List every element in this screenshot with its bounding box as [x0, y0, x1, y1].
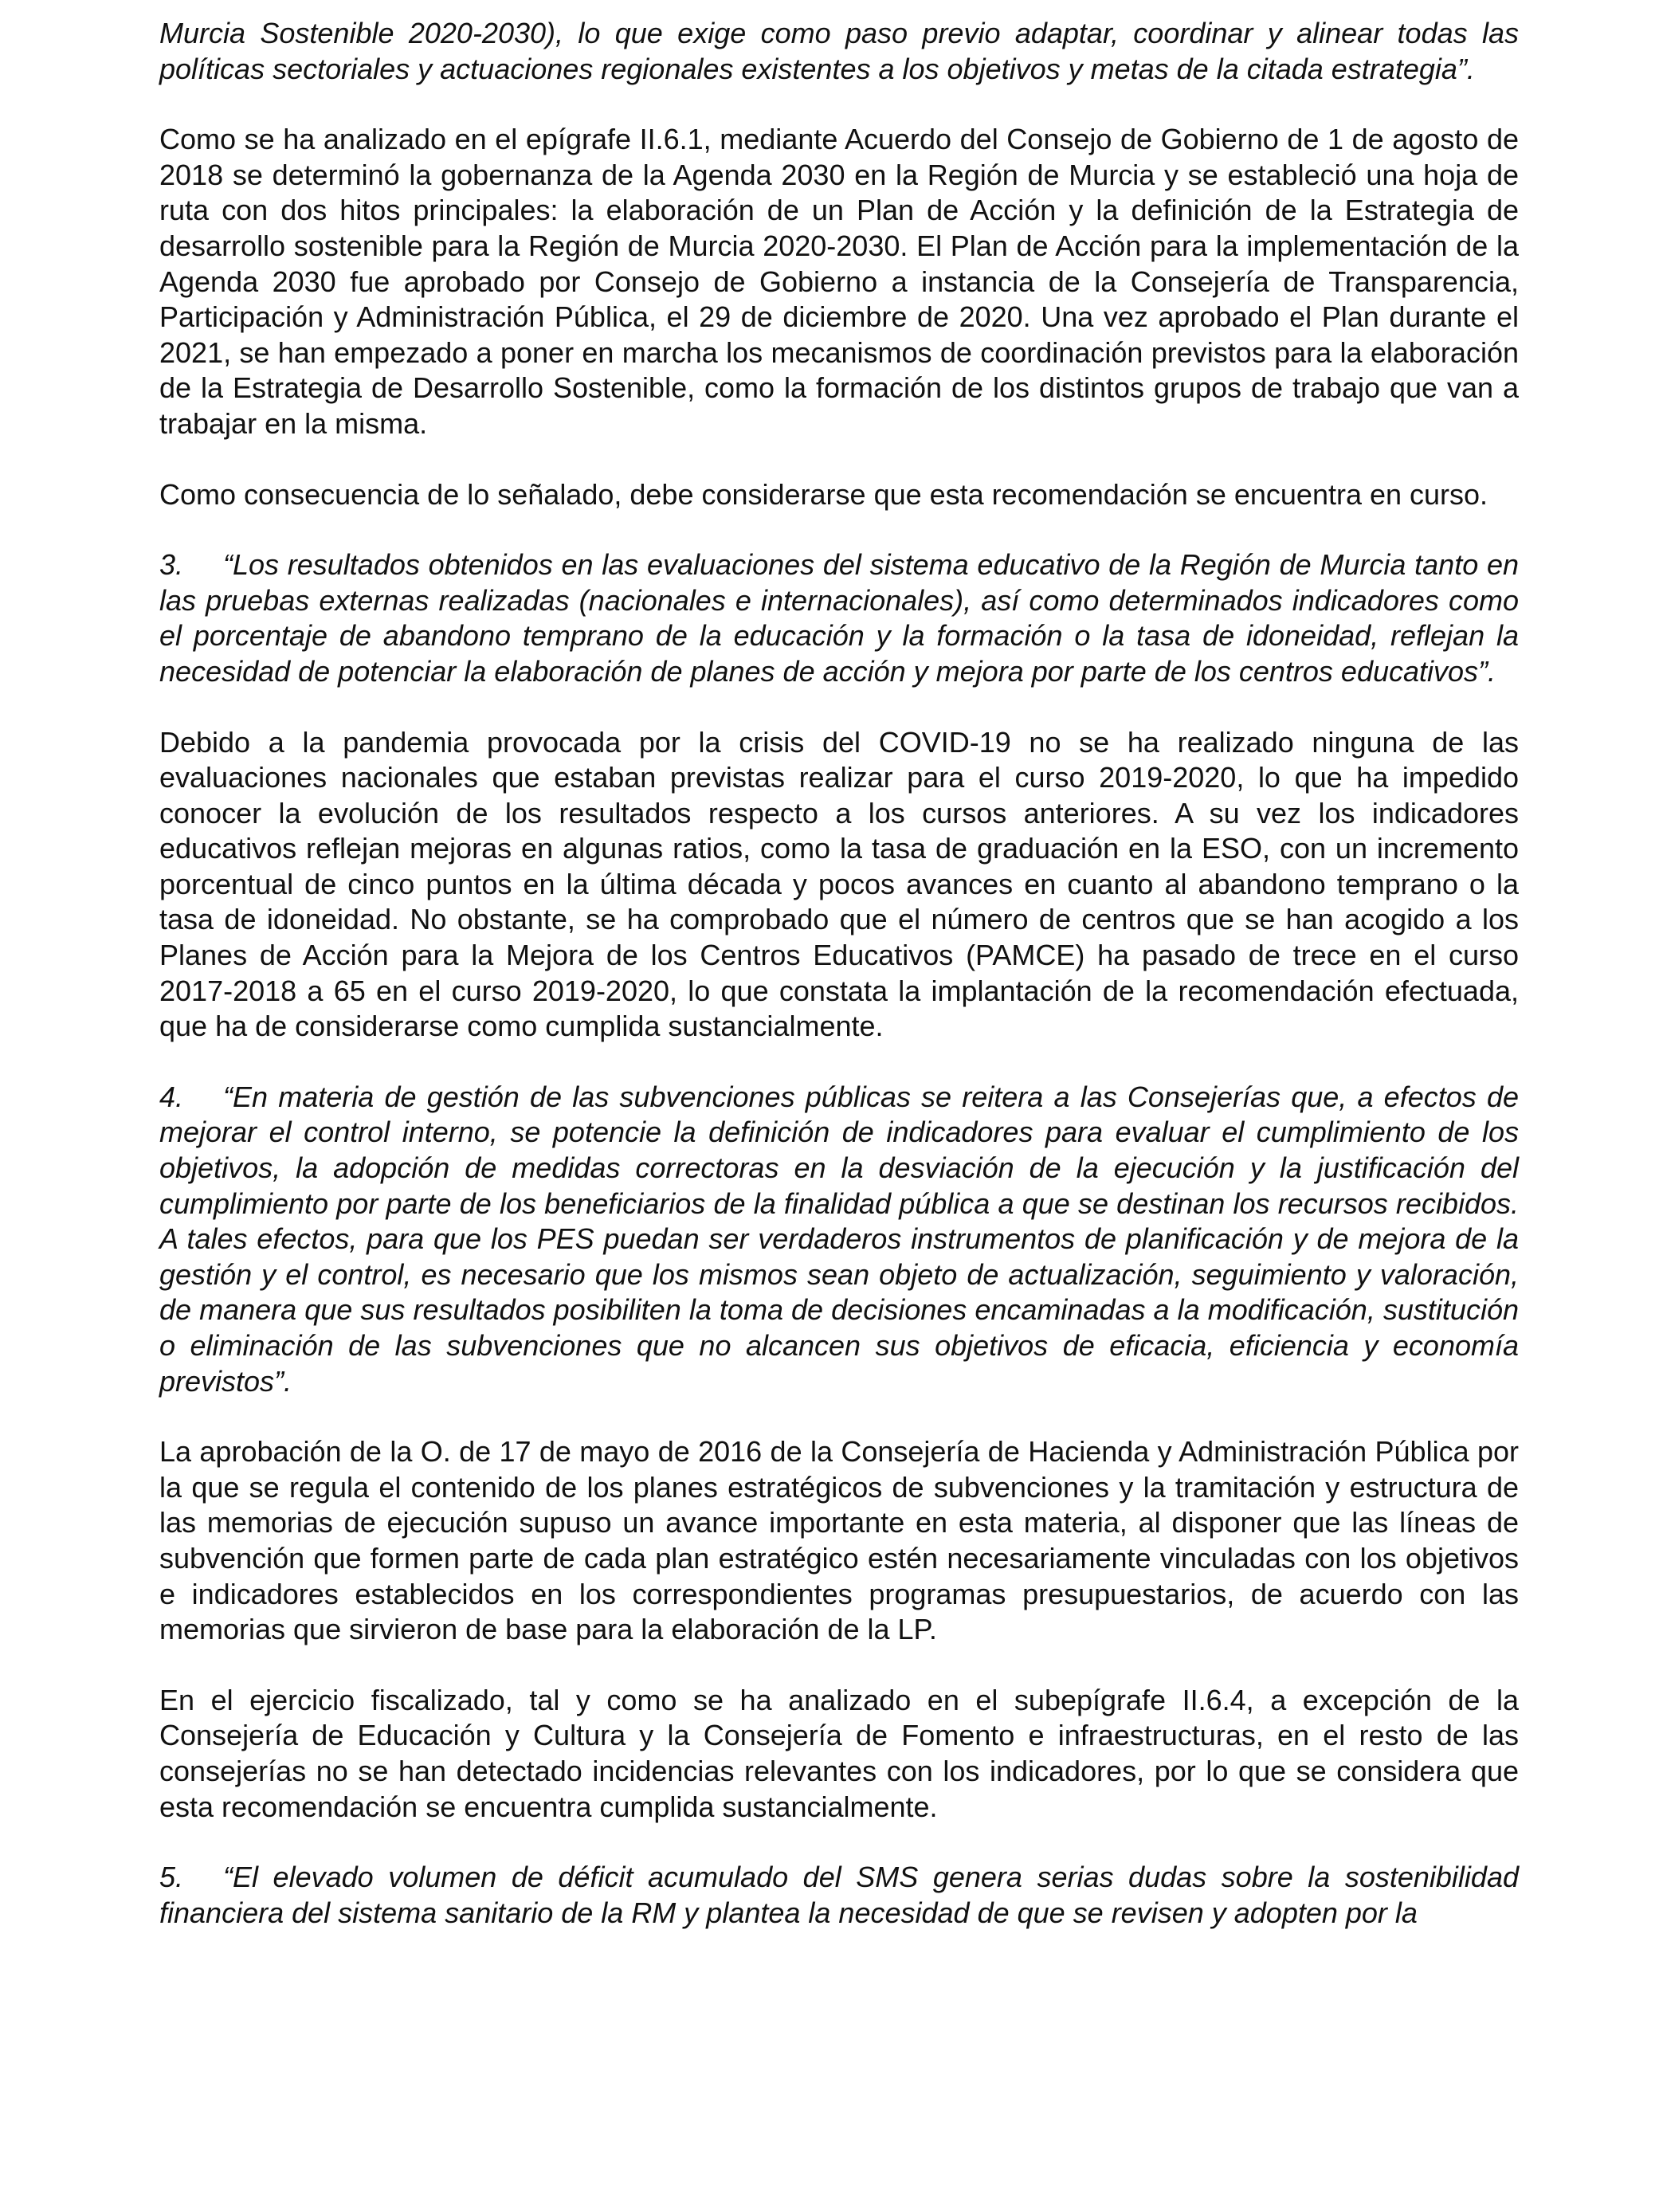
recommendation-number: 3. — [159, 548, 184, 582]
paragraph-ejercicio-fiscalizado: En el ejercicio fiscalizado, tal y como se ha analizado en el subepígrafe II.6.4, a excepción de la Consejería de Educación y Cultura y la Consejería de Fomento e infraestructuras, en el resto de las consejerías no se han detectado incidencias relevantes con los indicadores, por lo que se considera que esta recomendación se encuentra cumplida sustancialmente. — [159, 1683, 1519, 1823]
recommendation-4 — [159, 1080, 1519, 1399]
paragraph-agenda-2030: Como se ha analizado en el epígrafe II.6.1, mediante Acuerdo del Consejo de Gobierno de 1 de agosto de 2018 se determinó la gobernanza de la Agenda 2030 en la Región de Murcia y se estableció una hoja de ruta con dos hitos principales: la elaboración de un Plan de Acción y la definición de la Estrategia de desarrollo sostenible para la Región de Murcia 2020-2030. El Plan de Acción para la implementación de la Agenda 2030 fue aprobado por Consejo de Gobierno a instancia de la Consejería de Transparencia, Participación y Administración Pública, el 29 de diciembre de 2020. Una vez aprobado el Plan durante el 2021, se han empezado a poner en marcha los mecanismos de coordinación previstos para la elaboración de la Estrategia de Desarrollo Sostenible, como la formación de los distintos grupos de trabajo que van a trabajar en la misma. — [159, 123, 1519, 440]
document-page — [159, 16, 1519, 1966]
paragraph-quote-continuation: Murcia Sostenible 2020-2030), lo que exige como paso previo adaptar, coordinar y alinear todas las políticas sectoriales y actuaciones regionales existentes a los objetivos y metas de la citada estrategia”. — [159, 17, 1519, 85]
recommendation-number: 5. — [159, 1861, 184, 1894]
recommendation-text: “El elevado volumen de déficit acumulado del SMS genera serias dudas sobre la sostenibilidad financiera del sistema sanitario de la RM y plantea la necesidad de que se revisen y adopten por la — [159, 1861, 1519, 1929]
paragraph-covid-evaluaciones: Debido a la pandemia provocada por la crisis del COVID-19 no se ha realizado ninguna de las evaluaciones nacionales que estaban previstas realizar para el curso 2019-2020, lo que ha impedido conocer la evolución de los resultados respecto a los cursos anteriores. A su vez los indicadores educativos reflejan mejoras en algunas ratios, como la tasa de graduación en la ESO, con un incremento porcentual de cinco puntos en la última década y pocos avances en cuanto al abandono temprano o la tasa de idoneidad. No obstante, se ha comprobado que el número de centros que se han acogido a los Planes de Acción para la Mejora de los Centros Educativos (PAMCE) ha pasado de trece en el curso 2017-2018 a 65 en el curso 2019-2020, lo que constata la implantación de la recomendación efectuada, que ha de considerarse como cumplida sustancialmente. — [159, 725, 1519, 1043]
recommendation-text: “En materia de gestión de las subvenciones públicas se reitera a las Consejerías que, a efectos de mejorar el control interno, se potencie la definición de indicadores para evaluar el cumplimiento de los objetivos, la adopción de medidas correctoras en la desviación de la ejecución y la justificación del cumplimiento por parte de los beneficiarios de la finalidad pública a que se destinan los recursos recibidos. A tales efectos, para que los PES puedan ser verdaderos instrumentos de planificación y de mejora de la gestión y el control, es necesario que los mismos sean objeto de actualización, seguimiento y valoración, de manera que sus resultados posibiliten la toma de decisiones encaminadas a la modificación, sustitución o eliminación de las subvenciones que no alcancen sus objetivos de eficacia, eficiencia y economía previstos”. — [159, 1080, 1519, 1398]
recommendation-text: “Los resultados obtenidos en las evaluaciones del sistema educativo de la Región de Murcia tanto en las pruebas externas realizadas (nacionales e internacionales), así como determinados indicadores como el porcentaje de abandono temprano de la educación y la formación o la tasa de idoneidad, reflejan la necesidad de potenciar la elaboración de planes de acción y mejora por parte de los centros educativos”. — [159, 548, 1519, 688]
recommendation-5 — [159, 1860, 1519, 1931]
recommendation-number: 4. — [159, 1080, 184, 1113]
recommendation-3 — [159, 547, 1519, 689]
paragraph-conclusion-en-curso: Como consecuencia de lo señalado, debe considerarse que esta recomendación se encuentra en curso. — [159, 477, 1488, 511]
paragraph-orden-2016: La aprobación de la O. de 17 de mayo de 2016 de la Consejería de Hacienda y Administración Pública por la que se regula el contenido de los planes estratégicos de subvenciones y la tramitación y estructura de las memorias de ejecución supuso un avance importante en esta materia, al disponer que las líneas de subvención que formen parte de cada plan estratégico estén necesariamente vinculadas con los objetivos e indicadores establecidos en los correspondientes programas presupuestarios, de acuerdo con las memorias que sirvieron de base para la elaboración de la LP. — [159, 1435, 1519, 1646]
